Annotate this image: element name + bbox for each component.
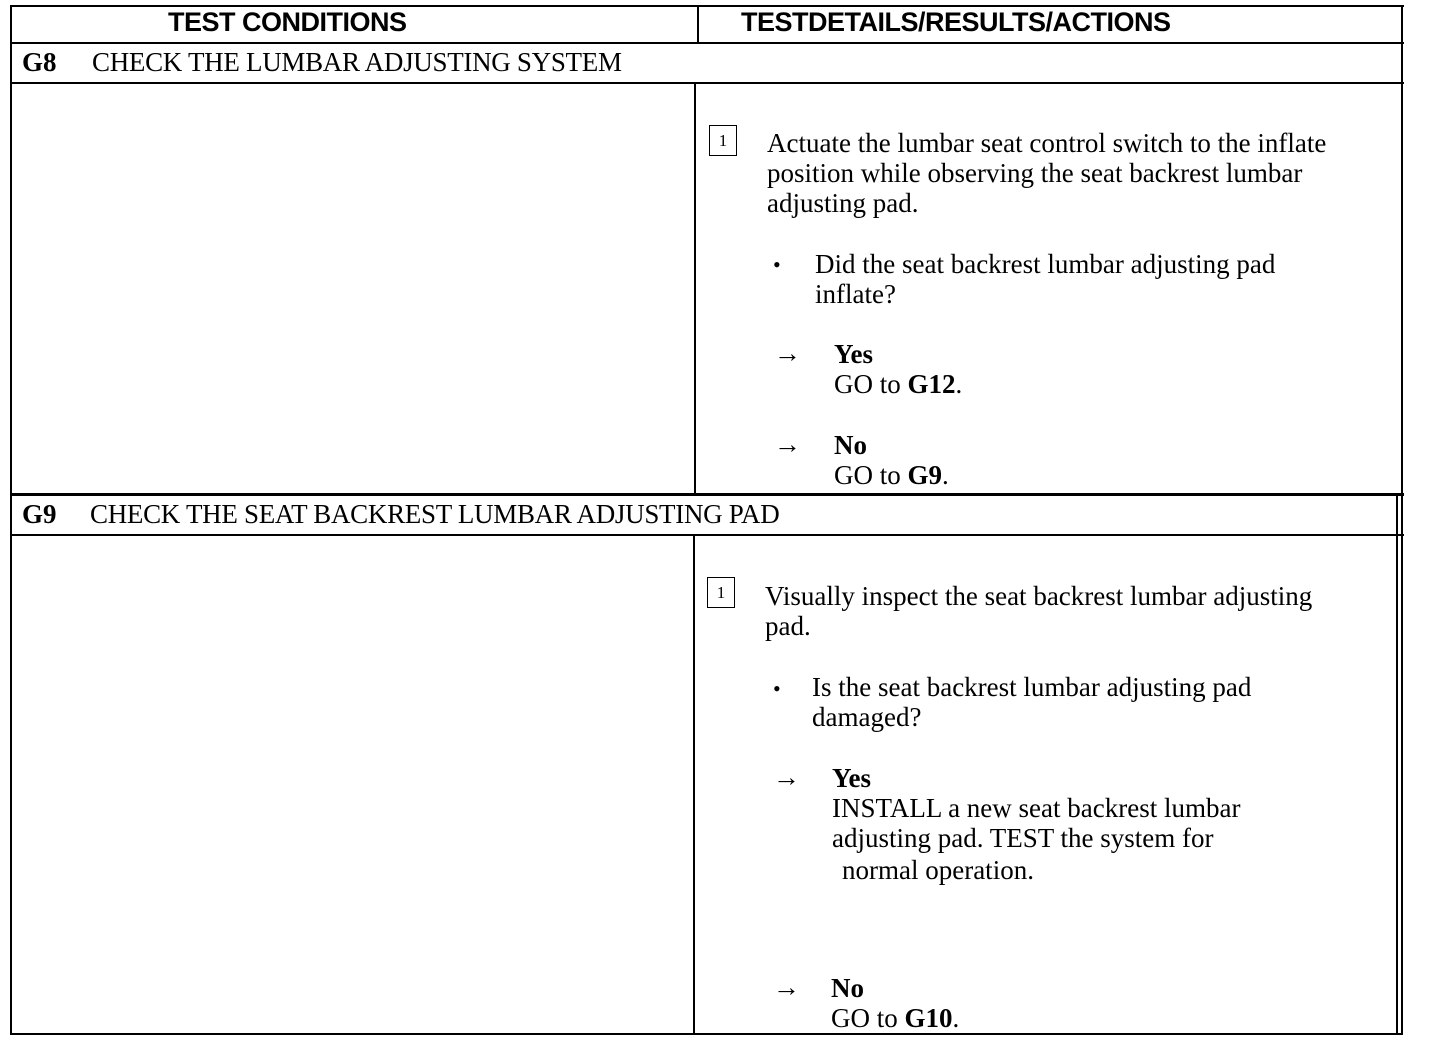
bullet-icon: • (773, 252, 781, 277)
step-instruction: Actuate the lumbar seat control switch to the inflate position while observing the seat backrest lumbar adjusting pad. (767, 128, 1327, 218)
table-border-right (1401, 5, 1403, 1035)
question: Did the seat backrest lumbar adjusting pad inflate? (815, 249, 1276, 309)
g8-column-divider (694, 82, 696, 495)
table-border-extra-right (1396, 495, 1398, 1035)
answer-no-label: No (831, 973, 864, 1003)
step-instruction: Visually inspect the seat backrest lumbar adjusting pad. (765, 581, 1313, 641)
arrow-right-icon: → (773, 972, 800, 1002)
answer-yes-action-line: normal operation. (842, 855, 1034, 885)
arrow-right-icon: → (774, 429, 801, 459)
header-rule (10, 42, 1404, 44)
section-id: G9 (22, 499, 57, 529)
g9-column-divider (693, 534, 695, 1034)
answer-yes-action-line: INSTALL a new seat backrest lumbar (832, 793, 1241, 823)
answer-no (834, 430, 949, 490)
answer-yes-label: Yes (834, 339, 873, 369)
section-title: CHECK THE SEAT BACKREST LUMBAR ADJUSTING PAD (90, 499, 780, 529)
answer-yes-action-line: adjusting pad. TEST the system for (832, 823, 1214, 853)
answer-yes-action: GO to G12. (834, 369, 963, 399)
answer-no-action: GO to G9. (834, 460, 949, 490)
table-border-bottom (10, 1033, 1402, 1035)
step-number-box: 1 (709, 125, 737, 156)
bullet-icon: • (773, 676, 781, 701)
answer-yes (832, 763, 1240, 885)
header-test-conditions: TEST CONDITIONS (168, 7, 407, 37)
step-number-box: 1 (707, 577, 735, 608)
header-column-divider (697, 5, 699, 43)
section-id: G8 (22, 47, 57, 77)
answer-yes (834, 339, 962, 399)
g8-title-rule (10, 82, 1404, 84)
arrow-right-icon: → (773, 762, 800, 792)
answer-yes-label: Yes (832, 763, 871, 793)
section-title: CHECK THE LUMBAR ADJUSTING SYSTEM (92, 47, 622, 77)
question: Is the seat backrest lumbar adjusting pad damaged? (812, 672, 1252, 732)
g8-end-rule (10, 493, 1404, 496)
answer-no-label: No (834, 430, 867, 460)
answer-no-action: GO to G10. (831, 1003, 960, 1033)
g9-title-rule (10, 534, 1404, 536)
header-test-details: TESTDETAILS/RESULTS/ACTIONS (741, 7, 1171, 37)
answer-no (831, 973, 959, 1033)
table-border-left (10, 5, 12, 1035)
arrow-right-icon: → (774, 338, 801, 368)
